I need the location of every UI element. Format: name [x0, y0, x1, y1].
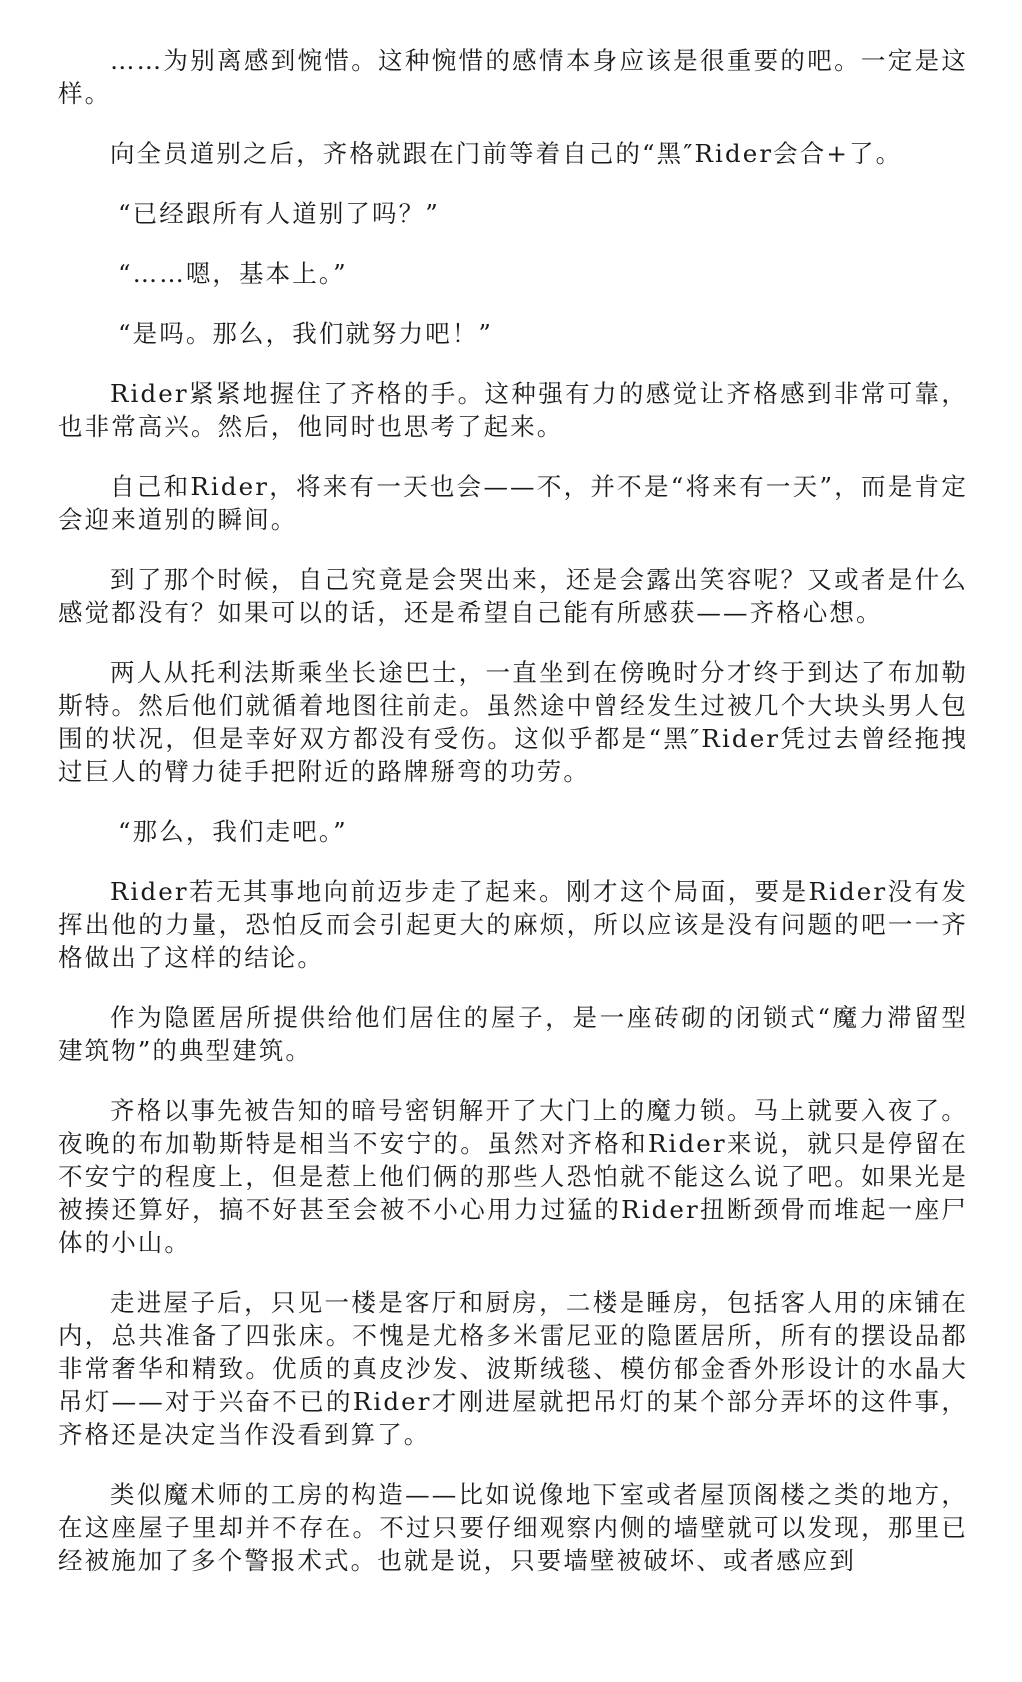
dialogue-line-3: “是吗。那么，我们就努力吧！” [118, 319, 494, 348]
paragraph-7: Rider若无其事地向前迈步走了起来。刚才这个局面，要是Rider没有发挥出他的力量，恐怕反而会引起更大的麻烦，所以应该是没有问题的吧一一齐格做出了这样的结论。 [58, 877, 968, 972]
document-page [58, 44, 968, 1604]
paragraph-9: 齐格以事先被告知的暗号密钥解开了大门上的魔力锁。马上就要入夜了。夜晚的布加勒斯特是相当不安宁的。虽然对齐格和Rider来说，就只是停留在不安宁的程度上，但是惹上他们俩的那些人恐怕就不能这么说了吧。如果光是被揍还算好，搞不好甚至会被不小心用力过猛的Rider扭断颈骨而堆起一座尸体的小山。 [58, 1096, 968, 1257]
paragraph-6: 两人从托利法斯乘坐长途巴士，一直坐到在傍晚时分才终于到达了布加勒斯特。然后他们就循着地图往前走。虽然途中曾经发生过被几个大块头男人包围的状况，但是幸好双方都没有受伤。这似乎都是“黑″Rider凭过去曾经拖拽过巨人的臂力徒手把附近的路牌掰弯的功劳。 [58, 658, 968, 786]
dialogue-line-2: “……嗯，基本上。” [118, 259, 348, 288]
paragraph-10: 走进屋子后，只见一楼是客厅和厨房，二楼是睡房，包括客人用的床铺在内，总共准备了四张床。不愧是尤格多米雷尼亚的隐匿居所，所有的摆设品都非常奢华和精致。优质的真皮沙发、波斯绒毯、模仿郁金香外形设计的水晶大吊灯——对于兴奋不已的Rider才刚进屋就把吊灯的某个部分弄坏的这件事，齐格还是决定当作没看到算了。 [58, 1288, 968, 1449]
dialogue-line-1: “已经跟所有人道别了吗？” [118, 199, 440, 228]
paragraph-4: 自己和Rider，将来有一天也会——不，并不是“将来有一天”，而是肯定会迎来道别的瞬间。 [58, 472, 968, 534]
paragraph-2: 向全员道别之后，齐格就跟在门前等着自己的“黑″Rider会合+了。 [110, 139, 903, 168]
dialogue-line-4: “那么，我们走吧。” [118, 817, 348, 846]
paragraph-8: 作为隐匿居所提供给他们居住的屋子，是一座砖砌的闭锁式“魔力滞留型建筑物”的典型建筑。 [58, 1003, 968, 1065]
paragraph-3: Rider紧紧地握住了齐格的手。这种强有力的感觉让齐格感到非常可靠，也非常高兴。然后，他同时也思考了起来。 [58, 379, 968, 441]
paragraph-11: 类似魔术师的工房的构造——比如说像地下室或者屋顶阁楼之类的地方，在这座屋子里却并不存在。不过只要仔细观察内侧的墙壁就可以发现，那里已经被施加了多个警报术式。也就是说，只要墙壁被破坏、或者感应到 [58, 1480, 968, 1575]
paragraph-1: ……为别离感到惋惜。这种惋惜的感情本身应该是很重要的吧。一定是这样。 [58, 46, 968, 108]
paragraph-5: 到了那个时候，自己究竟是会哭出来，还是会露出笑容呢？又或者是什么感觉都没有？如果可以的话，还是希望自己能有所感获——齐格心想。 [58, 565, 968, 627]
